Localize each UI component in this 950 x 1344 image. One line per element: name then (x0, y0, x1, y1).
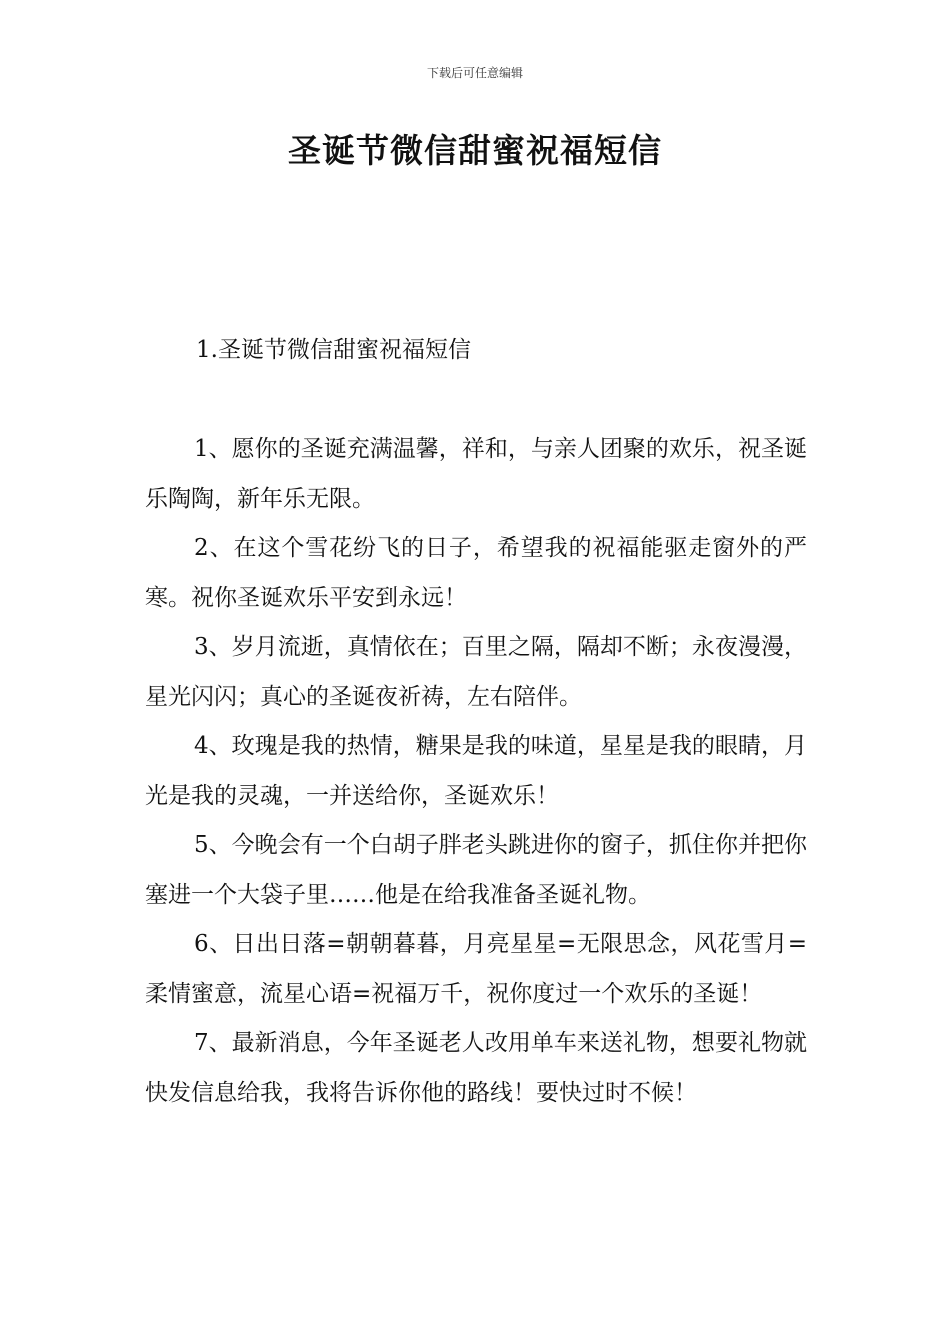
message-paragraph-5: 5、今晚会有一个白胡子胖老头跳进你的窗子，抓住你并把你塞进一个大袋子里……他是在给我准备圣诞礼物。 (145, 832, 807, 908)
message-paragraph-2: 2、在这个雪花纷飞的日子，希望我的祝福能驱走窗外的严寒。祝你圣诞欢乐平安到永远！ (145, 535, 807, 611)
message-paragraph-7: 7、最新消息，今年圣诞老人改用单车来送礼物，想要礼物就快发信息给我，我将告诉你他的路线！要快过时不候！ (145, 1030, 807, 1106)
section-heading: 1.圣诞节微信甜蜜祝福短信 (196, 337, 471, 363)
message-paragraph-4: 4、玫瑰是我的热情，糖果是我的味道，星星是我的眼睛，月光是我的灵魂，一并送给你，圣诞欢乐！ (145, 733, 807, 809)
message-list (145, 425, 807, 1118)
page-header: 下载后可任意编辑 (426, 66, 523, 80)
message-paragraph-6: 6、日出日落=朝朝暮暮，月亮星星=无限思念，风花雪月=柔情蜜意，流星心语=祝福万千，祝你度过一个欢乐的圣诞！ (145, 931, 807, 1007)
document-title: 圣诞节微信甜蜜祝福短信 (288, 131, 662, 170)
message-paragraph-1: 1、愿你的圣诞充满温馨，祥和，与亲人团聚的欢乐，祝圣诞乐陶陶，新年乐无限。 (145, 436, 807, 512)
message-paragraph-3: 3、岁月流逝，真情依在；百里之隔，隔却不断；永夜漫漫，星光闪闪；真心的圣诞夜祈祷，左右陪伴。 (145, 634, 807, 710)
